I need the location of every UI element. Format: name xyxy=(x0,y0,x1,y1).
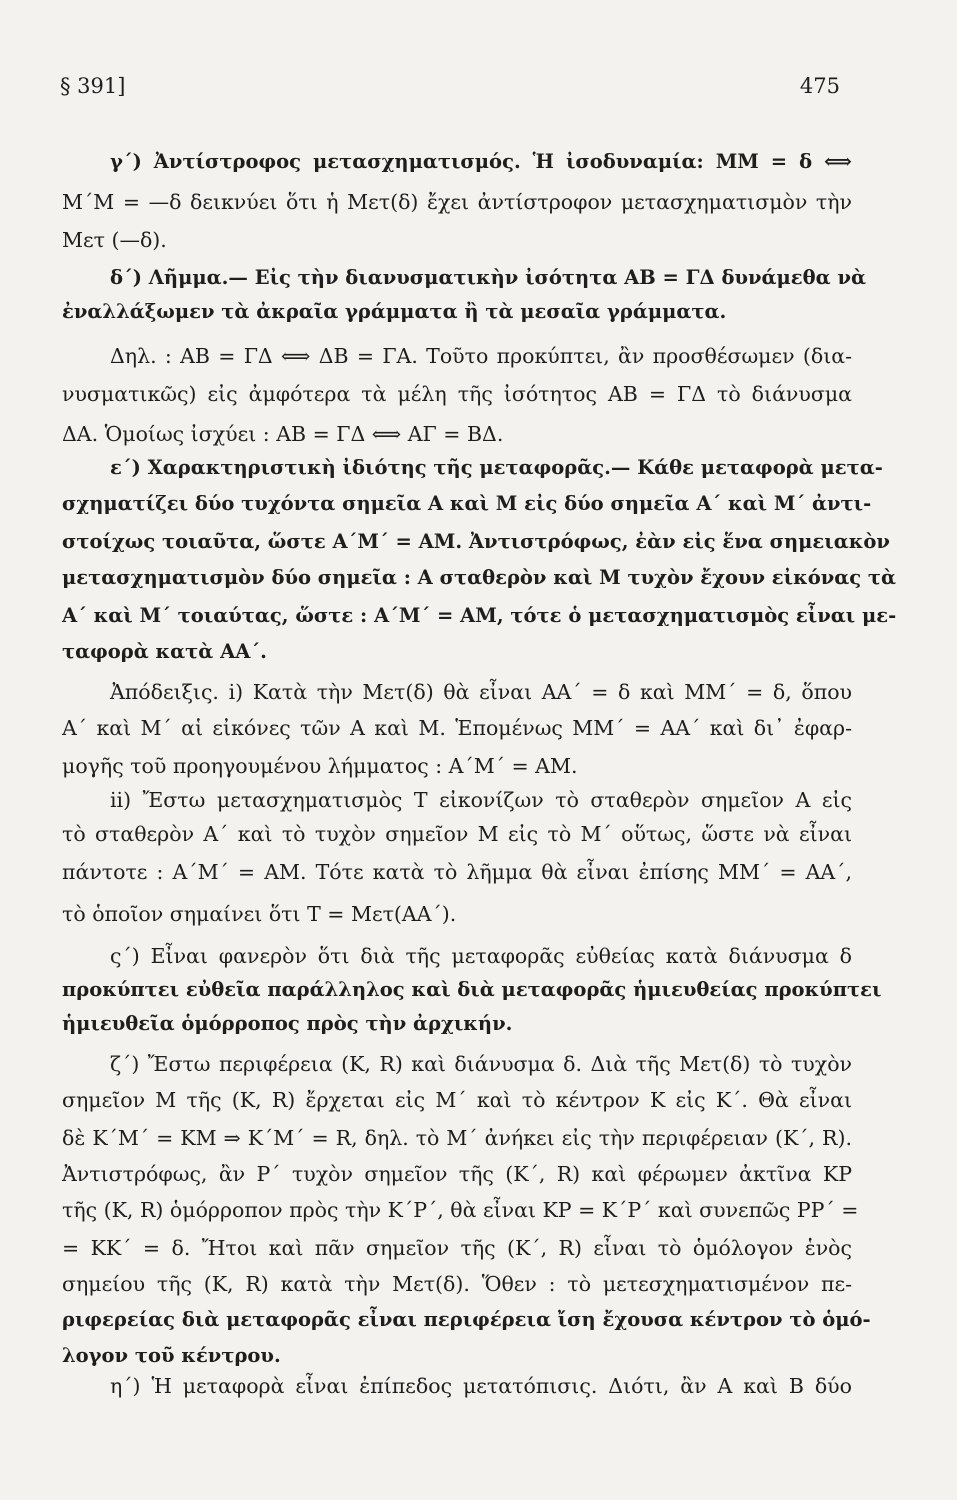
page-number: 475 xyxy=(799,74,840,98)
text-line: Δηλ. : ΑΒ = ΓΔ ⟺ ΔΒ = ΓΑ. Τοῦτο προκύπτει, ἂν προσθέσωμεν (δια- xyxy=(110,344,852,368)
text-line: ς΄) Εἶναι φανερὸν ὅτι διὰ τῆς μεταφορᾶς εὐθείας κατὰ διάνυσμα δ xyxy=(110,944,852,968)
text-line: ταφορὰ κατὰ ΑΑ΄. xyxy=(62,640,267,663)
text-line: ii) Ἔστω μετασχηματισμὸς Τ εἰκονίζων τὸ σταθερὸν σημεῖον Α εἰς xyxy=(110,788,852,812)
page-header xyxy=(60,74,840,104)
text-line: σημεῖον Μ τῆς (Κ, R) ἔρχεται εἰς Μ΄ καὶ τὸ κέντρον Κ εἰς Κ΄. Θὰ εἶναι xyxy=(62,1088,852,1112)
text-line: προκύπτει εὐθεῖα παράλληλος καὶ διὰ μεταφορᾶς ἡμιευθείας προκύπτει xyxy=(62,978,882,1001)
text-line: λογον τοῦ κέντρου. xyxy=(62,1344,281,1367)
text-line: η΄) Ἡ μεταφορὰ εἶναι ἐπίπεδος μετατόπισις. Διότι, ἂν Α καὶ Β δύο xyxy=(110,1374,852,1398)
text-line: Α΄ καὶ Μ΄ τοιαύτας, ὥστε : Α΄Μ΄ = ΑΜ, τότε ὁ μετασχηματισμὸς εἶναι με- xyxy=(62,604,897,627)
text-line: σημείου τῆς (Κ, R) κατὰ τὴν Μετ(δ). Ὅθεν : τὸ μετεσχηματισμένον πε- xyxy=(62,1272,852,1296)
text-line: γ΄) Ἀντίστροφος μετασχηματισμός. Ἡ ἰσοδυναμία: ΜΜ = δ ⟺ xyxy=(110,150,852,173)
text-line: τὸ ὁποῖον σημαίνει ὅτι Τ = Μετ(ΑΑ΄). xyxy=(62,902,457,926)
text-line: = ΚΚ΄ = δ. Ἤτοι καὶ πᾶν σημεῖον τῆς (Κ΄, R) εἶναι τὸ ὁμόλογον ἑνὸς xyxy=(62,1236,852,1260)
text-line: ΔΑ. Ὁμοίως ἰσχύει : ΑΒ = ΓΔ ⟺ ΑΓ = ΒΔ. xyxy=(62,422,504,446)
text-line: Ἀντιστρόφως, ἂν Ρ΄ τυχὸν σημεῖον τῆς (Κ΄, R) καὶ φέρωμεν ἀκτῖνα ΚΡ xyxy=(62,1162,852,1186)
text-line: μογῆς τοῦ προηγουμένου λήμματος : Α΄Μ΄ = ΑΜ. xyxy=(62,754,578,778)
text-line: Α΄ καὶ Μ΄ αἱ εἰκόνες τῶν Α καὶ Μ. Ἑπομένως ΜΜ΄ = ΑΑ΄ καὶ δι᾽ ἐφαρ- xyxy=(62,716,852,740)
text-line: ζ΄) Ἔστω περιφέρεια (Κ, R) καὶ διάνυσμα δ. Διὰ τῆς Μετ(δ) τὸ τυχὸν xyxy=(110,1052,852,1076)
text-line: ἡμιευθεῖα ὁμόρροπος πρὸς τὴν ἀρχικήν. xyxy=(62,1012,513,1035)
text-line: Μ΄Μ = —δ δεικνύει ὅτι ἡ Μετ(δ) ἔχει ἀντίστροφον μετασχηματισμὸν τὴν xyxy=(62,190,852,214)
text-line: νυσματικῶς) εἰς ἀμφότερα τὰ μέλη τῆς ἰσότητος ΑΒ = ΓΔ τὸ διάνυσμα xyxy=(62,382,852,406)
section-reference: § 391] xyxy=(60,74,126,98)
text-line: τὸ σταθερὸν Α΄ καὶ τὸ τυχὸν σημεῖον Μ εἰς τὸ Μ΄ οὕτως, ὥστε νὰ εἶναι xyxy=(62,822,852,846)
text-line: ἐναλλάξωμεν τὰ ἀκραῖα γράμματα ἢ τὰ μεσαῖα γράμματα. xyxy=(62,300,727,323)
text-line: σχηματίζει δύο τυχόντα σημεῖα Α καὶ Μ εἰς δύο σημεῖα Α΄ καὶ Μ΄ ἀντι- xyxy=(62,492,872,515)
text-line: μετασχηματισμὸν δύο σημεῖα : Α σταθερὸν καὶ Μ τυχὸν ἔχουν εἰκόνας τὰ xyxy=(62,566,897,589)
text-line: δὲ Κ΄Μ΄ = ΚΜ ⇒ Κ΄Μ΄ = R, δηλ. τὸ Μ΄ ἀνήκει εἰς τὴν περιφέρειαν (Κ΄, R). xyxy=(62,1126,852,1150)
text-line: τῆς (Κ, R) ὁμόρροπον πρὸς τὴν Κ΄Ρ΄, θὰ εἶναι ΚΡ = Κ΄Ρ΄ καὶ συνεπῶς ΡΡ΄ = xyxy=(62,1198,859,1222)
text-line: πάντοτε : Α΄Μ΄ = ΑΜ. Τότε κατὰ τὸ λῆμμα θὰ εἶναι ἐπίσης ΜΜ΄ = ΑΑ΄, xyxy=(62,860,852,884)
text-line: Ἀπόδειξις. i) Κατὰ τὴν Μετ(δ) θὰ εἶναι ΑΑ΄ = δ καὶ ΜΜ΄ = δ, ὅπου xyxy=(110,680,852,704)
text-line: ε΄) Χαρακτηριστικὴ ἰδιότης τῆς μεταφορᾶς.— Κάθε μεταφορὰ μετα- xyxy=(110,456,883,479)
text-line: Μετ (—δ). xyxy=(62,228,167,252)
text-line: δ΄) Λῆμμα.— Εἰς τὴν διανυσματικὴν ἰσότητα ΑΒ = ΓΔ δυνάμεθα νὰ xyxy=(110,266,866,289)
text-line: ριφερείας διὰ μεταφορᾶς εἶναι περιφέρεια ἴση ἔχουσα κέντρον τὸ ὁμό- xyxy=(62,1308,871,1331)
page-body xyxy=(62,118,897,1478)
text-line: στοίχως τοιαῦτα, ὥστε Α΄Μ΄ = ΑΜ. Ἀντιστρόφως, ἐὰν εἰς ἕνα σημειακὸν xyxy=(62,530,890,553)
